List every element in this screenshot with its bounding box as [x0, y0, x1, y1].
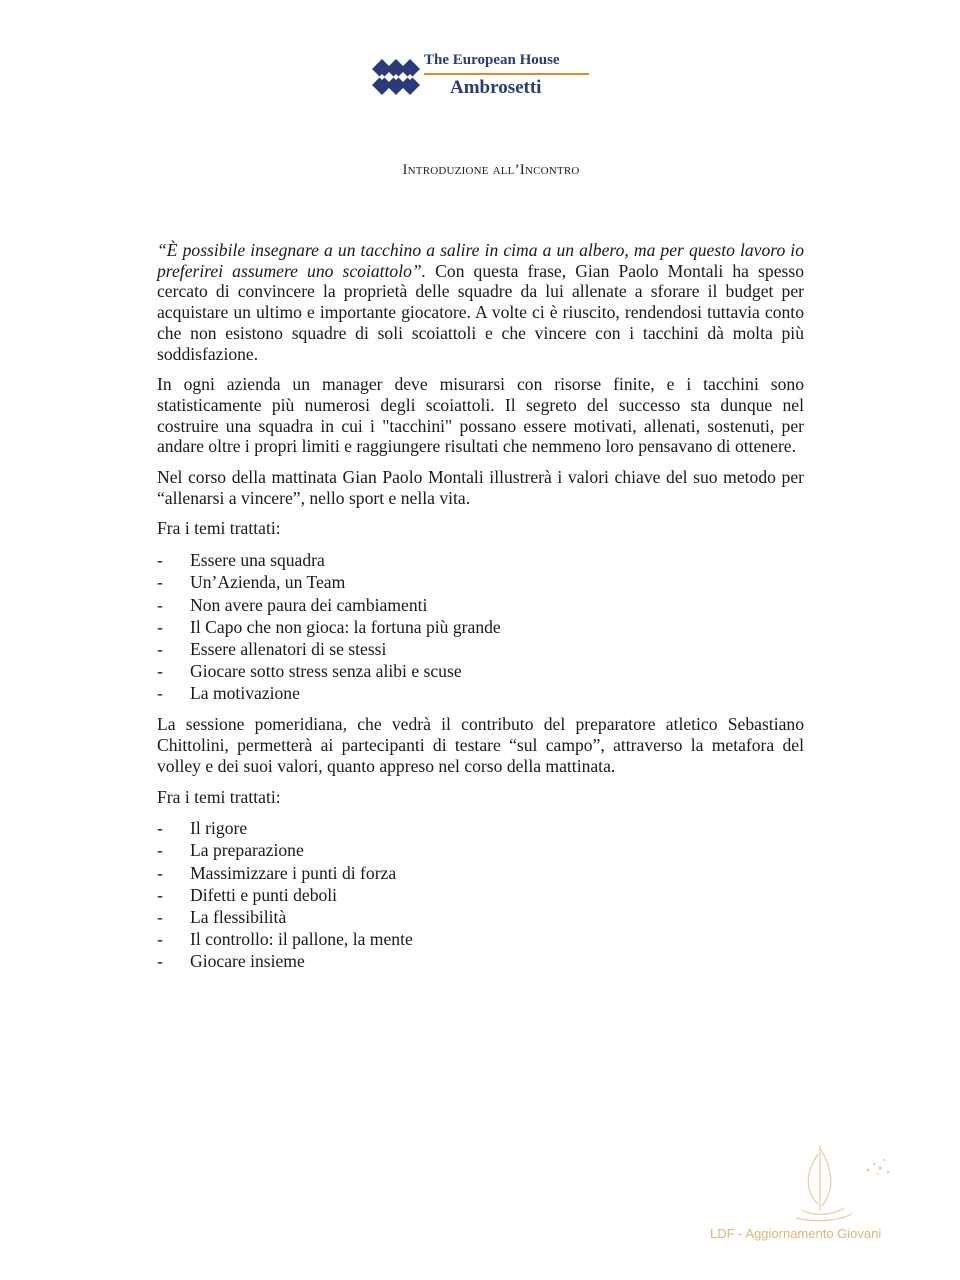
- list-item: [157, 906, 804, 928]
- dash-bullet: -: [157, 616, 163, 637]
- paragraph-2: In ogni azienda un manager deve misurarsi con risorse finite, e i tacchini sono statisticamente più numerosi degli scoiattoli. Il segreto del successo sta dunque nel costruire una squadra in cui i "tacchini" possano essere motivati, allenati, sostenuti, per andare oltre i propri limiti e raggiungere risultati che nemmeno loro pensavano di ottenere.: [157, 374, 804, 457]
- list-item: [157, 616, 804, 638]
- topics-list-afternoon: [157, 817, 804, 972]
- dash-bullet: -: [157, 907, 163, 928]
- list-item: [157, 928, 804, 950]
- topics-list-morning: [157, 549, 804, 704]
- footer-text: LDF - Aggiornamento Giovani: [710, 1226, 882, 1241]
- dash-bullet: -: [157, 951, 163, 972]
- list-2-intro: Fra i temi trattati:: [157, 786, 281, 807]
- list-item: [157, 884, 804, 906]
- logo-rule: [424, 73, 589, 75]
- dash-bullet: -: [157, 840, 163, 861]
- list-item: [157, 571, 804, 593]
- intro-rest: Con questa frase, Gian Paolo Montali ha spesso cercato di convincere la proprietà delle squadre da lui allenate a sforare il budget per acquistare un ultimo e importante giocatore. A volte ci è riuscito, rendendosi tuttavia conto che non esistono squadre di soli scoiattoli e che vincere con i tacchini dà molta più soddisfazione.: [157, 260, 804, 364]
- logo-bottom-text: Ambrosetti: [450, 77, 542, 98]
- document-body: [157, 240, 804, 983]
- intro-quote: “È possibile insegnare a un tacchino a salire in cima a un albero, ma per questo lavoro io preferirei assumere uno scoiattolo”.: [157, 240, 804, 281]
- list-item-text: La preparazione: [190, 840, 304, 861]
- logo-top-text: The European House: [424, 52, 560, 68]
- dash-bullet: -: [157, 594, 163, 615]
- dash-bullet: -: [157, 862, 163, 883]
- list-item-text: Essere allenatori di se stessi: [190, 638, 387, 659]
- list-item-text: Giocare sotto stress senza alibi e scuse: [190, 661, 462, 682]
- intro-paragraph: [157, 240, 804, 364]
- list-item-text: Non avere paura dei cambiamenti: [190, 594, 428, 615]
- list-item-text: Il Capo che non gioca: la fortuna più grande: [190, 616, 501, 637]
- dash-bullet: -: [157, 638, 163, 659]
- list-item: [157, 660, 804, 682]
- ambrosetti-logo-icon: [370, 55, 420, 97]
- list-1-intro: Fra i temi trattati:: [157, 518, 281, 539]
- list-item: [157, 594, 804, 616]
- dash-bullet: -: [157, 683, 163, 704]
- dash-bullet: -: [157, 572, 163, 593]
- dash-bullet: -: [157, 550, 163, 571]
- list-item-text: Giocare insieme: [190, 951, 305, 972]
- list-item-text: Il rigore: [190, 818, 248, 839]
- paragraph-4: La sessione pomeridiana, che vedrà il contributo del preparatore atletico Sebastiano Chittolini, permetterà ai partecipanti di testare “sul campo”, attraverso la metafora del volley e dei suoi valori, quanto appreso nel corso della mattinata.: [157, 714, 804, 776]
- dash-bullet: -: [157, 929, 163, 950]
- header-logo: [370, 52, 610, 102]
- list-item: [157, 638, 804, 660]
- sailboat-icon: [792, 1140, 902, 1225]
- list-item: [157, 549, 804, 571]
- list-item: [157, 682, 804, 704]
- list-item-text: Essere una squadra: [190, 550, 325, 571]
- list-item: [157, 862, 804, 884]
- list-item-text: Massimizzare i punti di forza: [190, 862, 397, 883]
- list-item: [157, 950, 804, 972]
- paragraph-3: Nel corso della mattinata Gian Paolo Montali illustrerà i valori chiave del suo metodo per “allenarsi a vincere”, nello sport e nella vita.: [157, 467, 804, 508]
- list-item: [157, 817, 804, 839]
- list-item: [157, 839, 804, 861]
- list-item-text: Difetti e punti deboli: [190, 884, 338, 905]
- dash-bullet: -: [157, 661, 163, 682]
- dash-bullet: -: [157, 818, 163, 839]
- list-item-text: La flessibilità: [190, 907, 287, 928]
- list-item-text: La motivazione: [190, 683, 300, 704]
- list-item-text: Il controllo: il pallone, la mente: [190, 929, 413, 950]
- list-item-text: Un’Azienda, un Team: [190, 572, 346, 593]
- dash-bullet: -: [157, 884, 163, 905]
- page-title: Introduzione all’Incontro: [402, 162, 580, 178]
